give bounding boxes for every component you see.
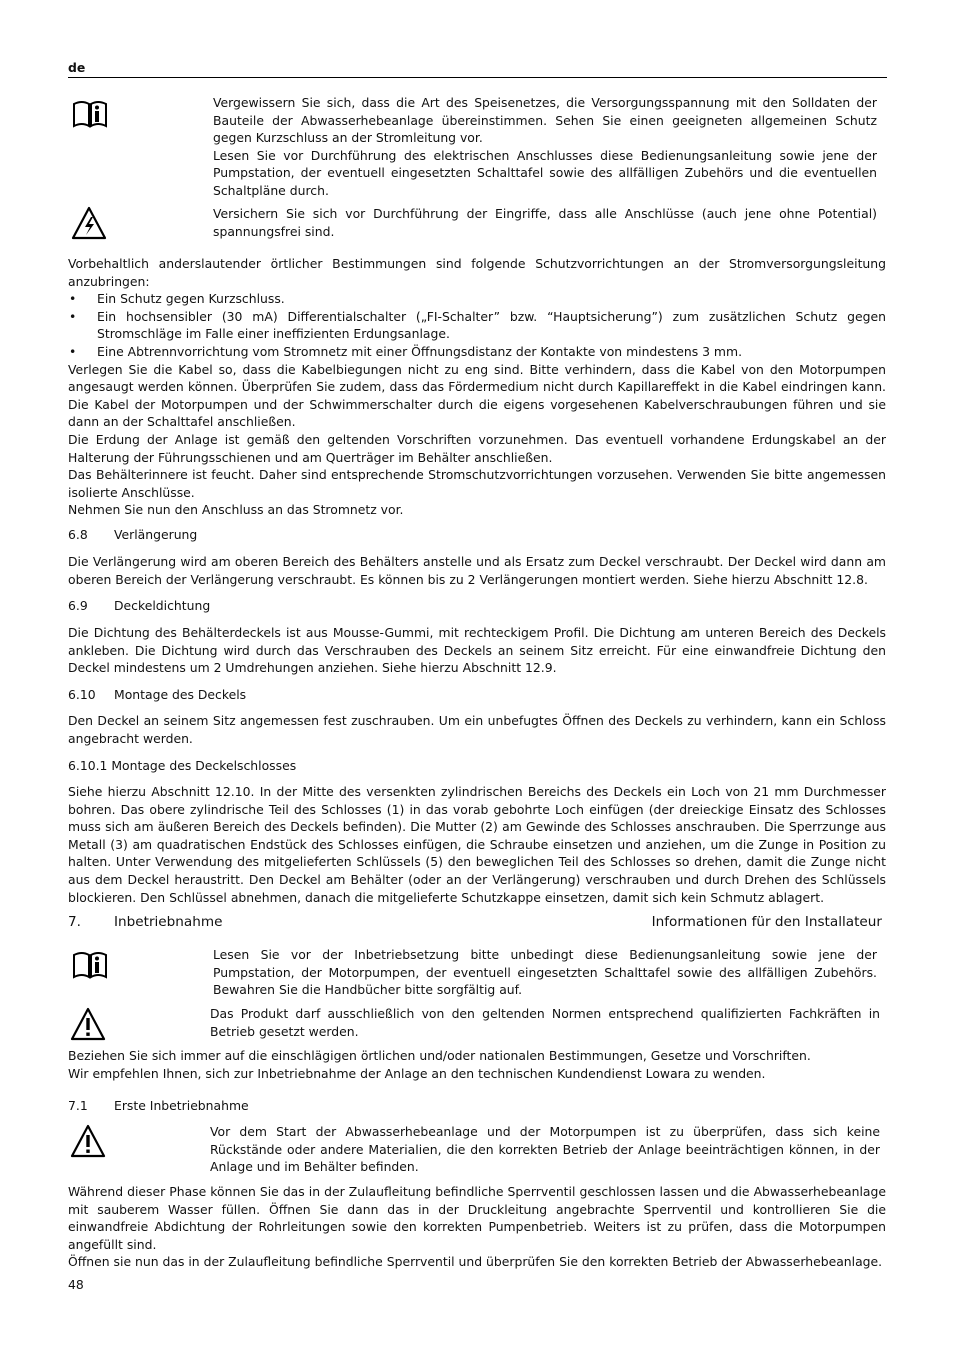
section-title: Erste Inbetriebnahme (114, 1098, 249, 1113)
section-7-1-text (68, 1183, 886, 1271)
body-paragraph: Wir empfehlen Ihnen, sich zur Inbetriebnahme der Anlage an den technischen Kundendienst Lowara zu wenden. (68, 1065, 766, 1081)
section-6-10-1-text: Siehe hierzu Abschnitt 12.10. In der Mitte des versenkten zylindrischen Bereichs des Deckels ein Loch von 21 mm Durchmesser bohren. Das obere zylindrische Teil des Schlosses (1) in das vorab gebohrte Loch einfügen (der dreieckige Einsatz des Schlosses muss sich am äußeren Bereich des Deckels befinden). Die Mutter (2) am Gewinde des Schlosses anschrauben. Die Sperrzunge aus Metall (3) am quadratischen Endstück des Schlosses einfügen, die Schraube einsetzen und anziehen, um die Zunge in Position zu halten. Unter Verwendung des mitgelieferten Schlüssels (5) den beweglichen Teil des Schlosses so drehen, damit die Zunge nicht aus dem Deckel heraustritt. Den Deckel am Behälter (oder an der Verlängerung) verschrauben und durch Drehen des Schlüssels blockieren. Den Schlüssel abnehmen, danach die mitgelieferte Schutzkappe einsetzen, damit sich kein Schmutz ablagert. (68, 784, 886, 905)
manual-icon (72, 96, 108, 130)
list-item: • Ein hochsensibler (30 mA) Differentialschalter („FI-Schalter” bzw. “Hauptsicherung”) zum zusätzlichen Schutz gegen Stromschläge im Falle einer ineffizienten Erdungsanlage. (68, 308, 886, 343)
section-heading-6-9 (68, 597, 210, 615)
body-paragraph: Verlegen Sie die Kabel so, dass die Kabelbiegungen nicht zu eng sind. Bitte verhindern, dass die Kabel von den Motorpumpen angesaugt werden können. Überprüfen Sie zudem, dass das Fördermedium nicht durch Kapillareffekt in die Kabel eindringen kann. Die Kabel der Motorpumpen und der Schwimmerschalter durch die eigens vorgesehenen Kabelverschraubungen führen und sie dann an der Schalttafel anschließen. (68, 361, 886, 430)
section-number: 6.9 (68, 598, 88, 613)
section-6-9-text: Die Dichtung des Behälterdeckels ist aus Mousse-Gummi, mit rechteckigem Profil. Die Dichtung am unteren Bereich des Deckels ankleben. Die Dichtung wird durch das Verschrauben des Deckels an seinem Sitz erreicht. Für eine einwandfreie Dichtung den Deckel mindestens um 2 Umdrehungen anziehen. Siehe hierzu Abschnitt 12.9. (68, 625, 886, 676)
body-paragraph: Die Erdung der Anlage ist gemäß den geltenden Vorschriften vorzunehmen. Das eventuell vorhandene Erdungskabel an der Halterung der Führungsschienen und am Querträger im Behälter anschließen. (68, 431, 886, 465)
section-heading-7-1 (68, 1097, 249, 1115)
section-heading-6-10 (68, 686, 246, 704)
section-heading-6-10-1: 6.10.1 Montage des Deckelschlosses (68, 758, 297, 773)
note-voltage-free (213, 205, 877, 240)
note-paragraph: Lesen Sie vor Durchführung des elektrischen Anschlusses diese Bedienungsanleitung sowie jene der Pumpstation, der eventuell eingesetzten Schalttafel sowie des allfälligen Zubehörs und die eventuellen Schaltpläne durch. (213, 147, 877, 198)
audience-label: Informationen für den Installateur (651, 914, 882, 930)
body-paragraph: Das Behälterinnere ist feucht. Daher sind entsprechende Stromschutzvorrichtungen vorzusehen. Verwenden Sie bitte angemessen isolierte Anschlüsse. (68, 467, 886, 500)
note-electrical-check (213, 94, 877, 200)
electric-hazard-icon (71, 206, 107, 240)
section-heading-6-8 (68, 526, 197, 544)
section-title: Montage des Deckels (114, 687, 247, 702)
section-number: 6.10 (68, 687, 96, 702)
body-paragraph: Öffnen sie nun das in der Zulaufleitung befindliche Sperrventil und überprüfen Sie den korrekten Betrieb der Abwasserhebeanlage. (68, 1254, 883, 1270)
chapter-7-text (68, 1047, 886, 1082)
list-item: • Ein Schutz gegen Kurzschluss. (68, 290, 886, 308)
manual-icon (72, 947, 108, 981)
protection-intro: Vorbehaltlich anderslautender örtlicher Bestimmungen sind folgende Schutzvorrichtungen an der Stromversorgungsleitung anzubringen: (68, 256, 886, 289)
note-paragraph: Versichern Sie sich vor Durchführung der Eingriffe, dass alle Anschlüsse (auch jene ohne Potential) spannungsfrei sind. (213, 206, 877, 239)
chapter-number: 7. (68, 914, 81, 930)
note-paragraph: Vergewissern Sie sich, dass die Art des Speisenetzes, die Versorgungsspannung mit den Solldaten der Bauteile der Abwasserhebeanlage übereinstimmen. Sehen Sie einen geeigneten allgemeinen Schutz gegen Kurzschluss an der Stromleitung vor. (213, 95, 877, 146)
section-6-8-text: Die Verlängerung wird am oberen Bereich des Behälters anstelle und als Ersatz zum Deckel verschraubt. Der Deckel wird dann am oberen Bereich der Verlängerung verschraubt. Es können bis zu 2 Verlängerungen montiert werden. Siehe hierzu Abschnitt 12.8. (68, 554, 886, 587)
header-rule (68, 77, 887, 78)
warning-icon (70, 1124, 106, 1158)
body-paragraph: Nehmen Sie nun den Anschluss an das Stromnetz vor. (68, 502, 404, 518)
list-item: • Eine Abtrennvorrichtung vom Stromnetz mit einer Öffnungsdistanz der Kontakte von mindestens 3 mm. (68, 343, 886, 361)
chapter-heading-7 (68, 914, 882, 932)
protection-list (68, 290, 886, 360)
chapter-title: Inbetriebnahme (114, 914, 223, 930)
section-6-10-text: Den Deckel an seinem Sitz angemessen fest zuschrauben. Um ein unbefugtes Öffnen des Deckels zu verhindern, kann ein Schloss angebracht werden. (68, 713, 886, 746)
language-code: de (68, 60, 86, 75)
body-paragraph: Beziehen Sie sich immer auf die einschlägigen örtlichen und/oder nationalen Bestimmungen, Gesetze und Vorschriften. (68, 1048, 811, 1063)
note-read-manual: Lesen Sie vor der Inbetriebsetzung bitte unbedingt diese Bedienungsanleitung sowie jene der Pumpstation, der Motorpumpen, der eventuell eingesetzten Schalttafel sowie des allfälligen Zubehörs. Bewahren Sie die Handbücher bitte sorgfältig auf. (213, 947, 877, 998)
note-qualified-staff: Das Produkt darf ausschließlich von den geltenden Normen entsprechend qualifizierten Fachkräften in Betrieb gesetzt werden. (210, 1006, 880, 1039)
page-number: 48 (68, 1277, 84, 1292)
section-number: 7.1 (68, 1098, 88, 1113)
protection-section (68, 255, 886, 519)
note-check-residues: Vor dem Start der Abwasserhebeanlage und der Motorpumpen ist zu überprüfen, dass sich keine Rückstände oder andere Materialien, die den korrekten Betrieb der Anlage beeinträchtigen können, in der Anlage und im Behälter befinden. (210, 1124, 880, 1175)
section-number: 6.8 (68, 527, 88, 542)
section-title: Verlängerung (114, 527, 198, 542)
warning-icon (70, 1007, 106, 1041)
body-paragraph: Während dieser Phase können Sie das in der Zulaufleitung befindliche Sperrventil geschlossen lassen und die Abwasserhebeanlage mit sauberem Wasser füllen. Öffnen Sie dann das in der Druckleitung angebrachte Sperrventil und kontrollieren Sie die einwandfreie Abdichtung der Rohrleitungen sowie den korrekten Pumpenbetrieb. Weiters ist zu prüfen, dass die Motorpumpen angefüllt sind. (68, 1184, 886, 1252)
section-title: Deckeldichtung (114, 598, 211, 613)
